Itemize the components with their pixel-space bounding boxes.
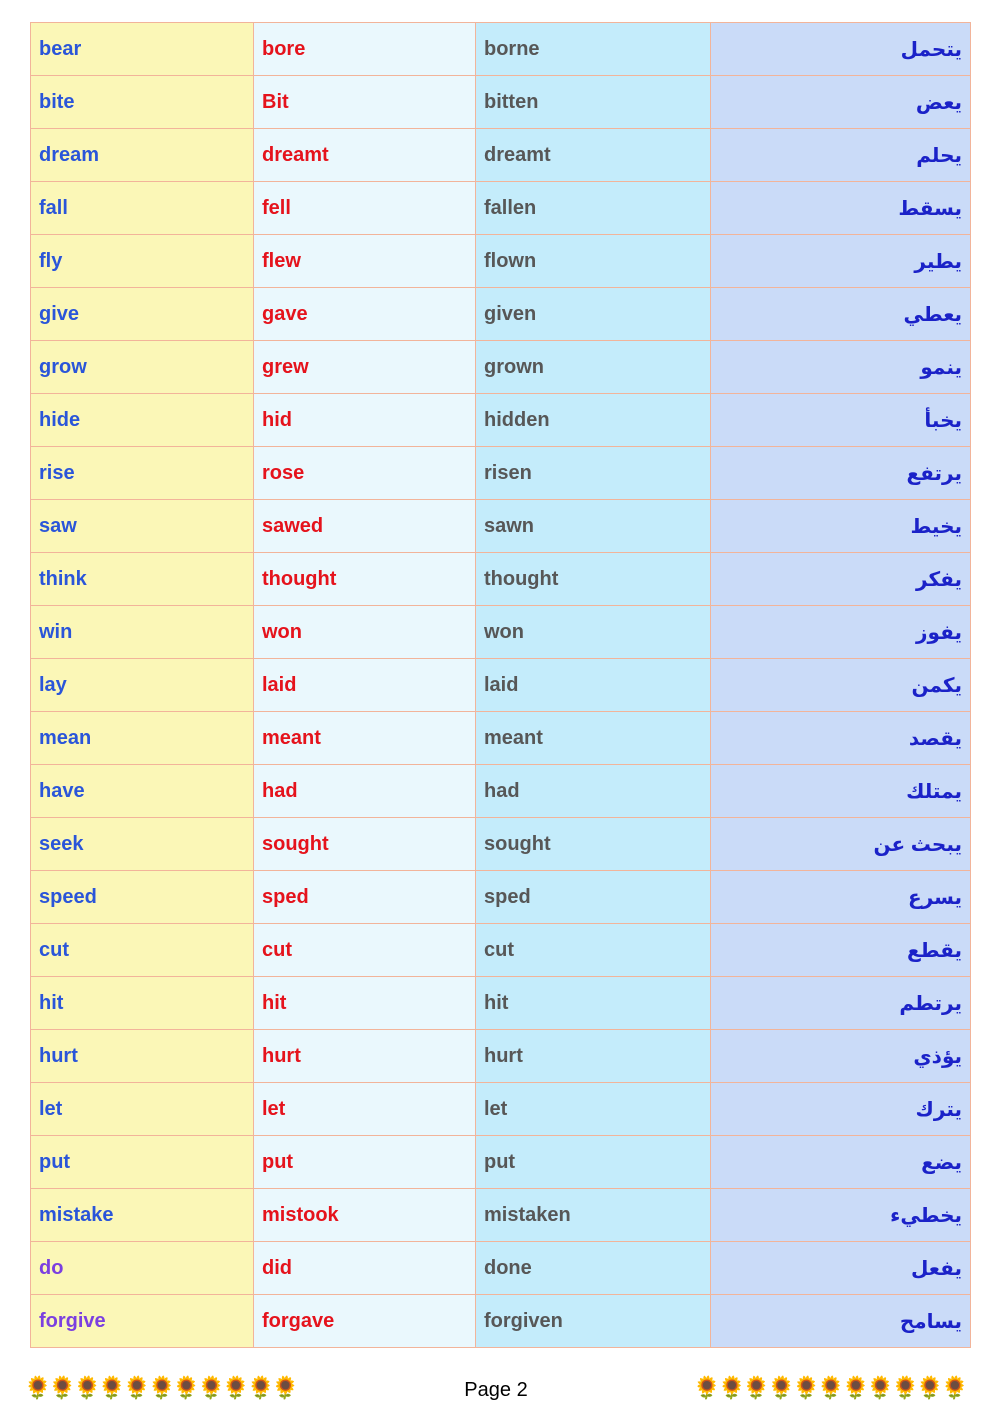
table-row <box>31 659 971 712</box>
arabic-meaning-cell: يفوز <box>711 606 971 659</box>
past-participle-cell: forgiven <box>476 1295 711 1348</box>
past-simple-cell: sought <box>254 818 476 871</box>
table-row <box>31 606 971 659</box>
base-form-cell: hurt <box>31 1030 254 1083</box>
arabic-meaning-cell: يسرع <box>711 871 971 924</box>
past-simple-cell: mistook <box>254 1189 476 1242</box>
base-form-cell: think <box>31 553 254 606</box>
past-participle-cell: thought <box>476 553 711 606</box>
past-simple-cell: won <box>254 606 476 659</box>
arabic-meaning-cell: يخطيء <box>711 1189 971 1242</box>
past-simple-cell: cut <box>254 924 476 977</box>
base-form-cell: forgive <box>31 1295 254 1348</box>
past-participle-cell: meant <box>476 712 711 765</box>
table-row <box>31 1083 971 1136</box>
table-row <box>31 1030 971 1083</box>
base-form-cell: grow <box>31 341 254 394</box>
past-participle-cell: put <box>476 1136 711 1189</box>
past-participle-cell: hidden <box>476 394 711 447</box>
table-row <box>31 712 971 765</box>
past-simple-cell: sawed <box>254 500 476 553</box>
arabic-meaning-cell: يرتفع <box>711 447 971 500</box>
table-row <box>31 500 971 553</box>
past-participle-cell: had <box>476 765 711 818</box>
base-form-cell: dream <box>31 129 254 182</box>
past-simple-cell: grew <box>254 341 476 394</box>
table-row <box>31 765 971 818</box>
arabic-meaning-cell: يخبأ <box>711 394 971 447</box>
table-row <box>31 182 971 235</box>
past-simple-cell: meant <box>254 712 476 765</box>
arabic-meaning-cell: يعطي <box>711 288 971 341</box>
verb-table-body <box>31 23 971 1348</box>
table-row <box>31 924 971 977</box>
base-form-cell: hit <box>31 977 254 1030</box>
sunflower-icon-row-right: 🌻🌻🌻🌻🌻🌻🌻🌻🌻🌻🌻 <box>693 1375 966 1400</box>
past-simple-cell: Bit <box>254 76 476 129</box>
page-number: Page 2 <box>464 1379 528 1401</box>
arabic-meaning-cell: يسقط <box>711 182 971 235</box>
past-simple-cell: fell <box>254 182 476 235</box>
arabic-meaning-cell: يقطع <box>711 924 971 977</box>
arabic-meaning-cell: يرتطم <box>711 977 971 1030</box>
past-participle-cell: done <box>476 1242 711 1295</box>
base-form-cell: rise <box>31 447 254 500</box>
base-form-cell: saw <box>31 500 254 553</box>
verb-table <box>30 22 971 1348</box>
base-form-cell: win <box>31 606 254 659</box>
past-simple-cell: let <box>254 1083 476 1136</box>
base-form-cell: lay <box>31 659 254 712</box>
past-simple-cell: flew <box>254 235 476 288</box>
base-form-cell: speed <box>31 871 254 924</box>
past-participle-cell: grown <box>476 341 711 394</box>
table-row <box>31 23 971 76</box>
past-participle-cell: sought <box>476 818 711 871</box>
past-simple-cell: bore <box>254 23 476 76</box>
past-participle-cell: laid <box>476 659 711 712</box>
past-simple-cell: did <box>254 1242 476 1295</box>
past-participle-cell: let <box>476 1083 711 1136</box>
past-participle-cell: hit <box>476 977 711 1030</box>
arabic-meaning-cell: يطير <box>711 235 971 288</box>
table-row <box>31 288 971 341</box>
arabic-meaning-cell: ينمو <box>711 341 971 394</box>
past-participle-cell: dreamt <box>476 129 711 182</box>
past-participle-cell: fallen <box>476 182 711 235</box>
base-form-cell: seek <box>31 818 254 871</box>
base-form-cell: bite <box>31 76 254 129</box>
base-form-cell: cut <box>31 924 254 977</box>
arabic-meaning-cell: يعض <box>711 76 971 129</box>
past-simple-cell: dreamt <box>254 129 476 182</box>
arabic-meaning-cell: يضع <box>711 1136 971 1189</box>
base-form-cell: fall <box>31 182 254 235</box>
past-simple-cell: put <box>254 1136 476 1189</box>
table-row <box>31 818 971 871</box>
arabic-meaning-cell: يفكر <box>711 553 971 606</box>
arabic-meaning-cell: يبحث عن <box>711 818 971 871</box>
base-form-cell: do <box>31 1242 254 1295</box>
table-row <box>31 76 971 129</box>
table-row <box>31 1189 971 1242</box>
arabic-meaning-cell: يترك <box>711 1083 971 1136</box>
past-participle-cell: cut <box>476 924 711 977</box>
table-row <box>31 871 971 924</box>
past-participle-cell: hurt <box>476 1030 711 1083</box>
past-participle-cell: borne <box>476 23 711 76</box>
base-form-cell: bear <box>31 23 254 76</box>
table-row <box>31 977 971 1030</box>
past-participle-cell: risen <box>476 447 711 500</box>
page-footer <box>0 1374 992 1404</box>
table-row <box>31 394 971 447</box>
past-simple-cell: rose <box>254 447 476 500</box>
past-simple-cell: had <box>254 765 476 818</box>
arabic-meaning-cell: يسامح <box>711 1295 971 1348</box>
base-form-cell: mean <box>31 712 254 765</box>
past-participle-cell: bitten <box>476 76 711 129</box>
table-row <box>31 1242 971 1295</box>
arabic-meaning-cell: يفعل <box>711 1242 971 1295</box>
base-form-cell: give <box>31 288 254 341</box>
past-participle-cell: mistaken <box>476 1189 711 1242</box>
past-participle-cell: flown <box>476 235 711 288</box>
base-form-cell: mistake <box>31 1189 254 1242</box>
past-simple-cell: laid <box>254 659 476 712</box>
table-row <box>31 235 971 288</box>
table-row <box>31 1136 971 1189</box>
arabic-meaning-cell: يؤذي <box>711 1030 971 1083</box>
past-participle-cell: given <box>476 288 711 341</box>
past-participle-cell: won <box>476 606 711 659</box>
past-simple-cell: hid <box>254 394 476 447</box>
table-row <box>31 553 971 606</box>
past-simple-cell: sped <box>254 871 476 924</box>
past-simple-cell: hurt <box>254 1030 476 1083</box>
base-form-cell: have <box>31 765 254 818</box>
past-simple-cell: gave <box>254 288 476 341</box>
past-simple-cell: thought <box>254 553 476 606</box>
base-form-cell: fly <box>31 235 254 288</box>
table-row <box>31 129 971 182</box>
arabic-meaning-cell: يخيط <box>711 500 971 553</box>
arabic-meaning-cell: يمتلك <box>711 765 971 818</box>
past-simple-cell: forgave <box>254 1295 476 1348</box>
table-row <box>31 447 971 500</box>
past-participle-cell: sped <box>476 871 711 924</box>
arabic-meaning-cell: يتحمل <box>711 23 971 76</box>
table-row <box>31 1295 971 1348</box>
past-simple-cell: hit <box>254 977 476 1030</box>
arabic-meaning-cell: يقصد <box>711 712 971 765</box>
base-form-cell: let <box>31 1083 254 1136</box>
sunflower-icon-row-left: 🌻🌻🌻🌻🌻🌻🌻🌻🌻🌻🌻 <box>24 1375 297 1400</box>
past-participle-cell: sawn <box>476 500 711 553</box>
arabic-meaning-cell: يكمن <box>711 659 971 712</box>
table-row <box>31 341 971 394</box>
base-form-cell: put <box>31 1136 254 1189</box>
arabic-meaning-cell: يحلم <box>711 129 971 182</box>
base-form-cell: hide <box>31 394 254 447</box>
